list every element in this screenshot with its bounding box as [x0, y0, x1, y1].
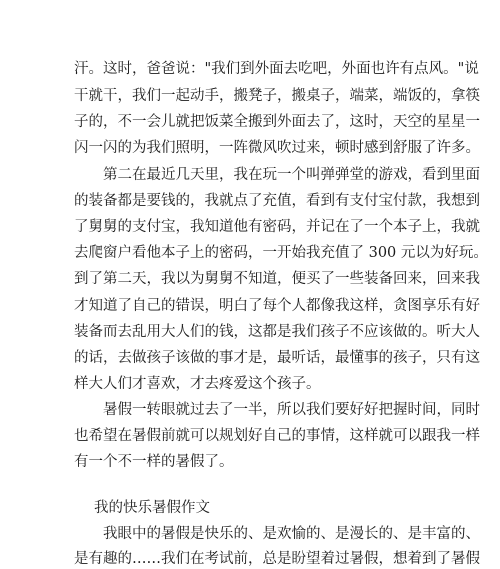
- essay-title: 我的快乐暑假作文: [94, 500, 210, 516]
- text-line: 了舅舅的支付宝，我知道他有密码，并记在了一个本子上，我就: [74, 219, 480, 235]
- text-line: 样大人们才喜欢，才去疼爱这个孩子。: [74, 376, 321, 392]
- text-line: 的话，去做孩子该做的事才是，最听话，最懂事的孩子，只有这: [74, 350, 480, 366]
- text-line: 装备而去乱用大人们的钱，这都是我们孩子不应该做的。听大人: [74, 324, 480, 340]
- text-line: 到了第二天，我以为舅舅不知道，便买了一些装备回来，回来我: [74, 271, 480, 287]
- text-line: 第二在最近几天里，我在玩一个叫弹弹堂的游戏，看到里面: [74, 167, 480, 183]
- text-line: 的装备都是要钱的，我就点了充值，看到有支付宝付款，我想到: [74, 193, 480, 209]
- text-line: 我眼中的暑假是快乐的、是欢愉的、是漫长的、是丰富的、: [74, 526, 480, 542]
- text-line: 干就干，我们一起动手，搬凳子，搬桌子，端菜，端饭的，拿筷: [74, 88, 480, 104]
- text-line: 也希望在暑假前就可以规划好自己的事情，这样就可以跟我一样: [74, 428, 480, 444]
- text-line: 去爬窗户看他本子上的密码，一开始我充值了 300 元以为好玩。: [74, 245, 488, 261]
- text-line: 才知道了自己的错误，明白了每个人都像我这样，贪图享乐有好: [74, 298, 480, 314]
- text-line: 闪一闪的为我们照明，一阵微风吹过来，顿时感到舒服了许多。: [74, 140, 480, 156]
- text-line: 暑假一转眼就过去了一半，所以我们要好好把握时间，同时: [74, 402, 480, 418]
- text-line: 子的，不一会儿就把饭菜全搬到外面去了，这时，天空的星星一: [74, 114, 480, 130]
- text-line: 是有趣的……我们在考试前，总是盼望着过暑假，想着到了暑假: [74, 551, 480, 567]
- text-line: 有一个不一样的暑假了。: [74, 454, 234, 470]
- text-line: 汗。这时，爸爸说："我们到外面去吃吧，外面也许有点风。"说: [74, 61, 479, 77]
